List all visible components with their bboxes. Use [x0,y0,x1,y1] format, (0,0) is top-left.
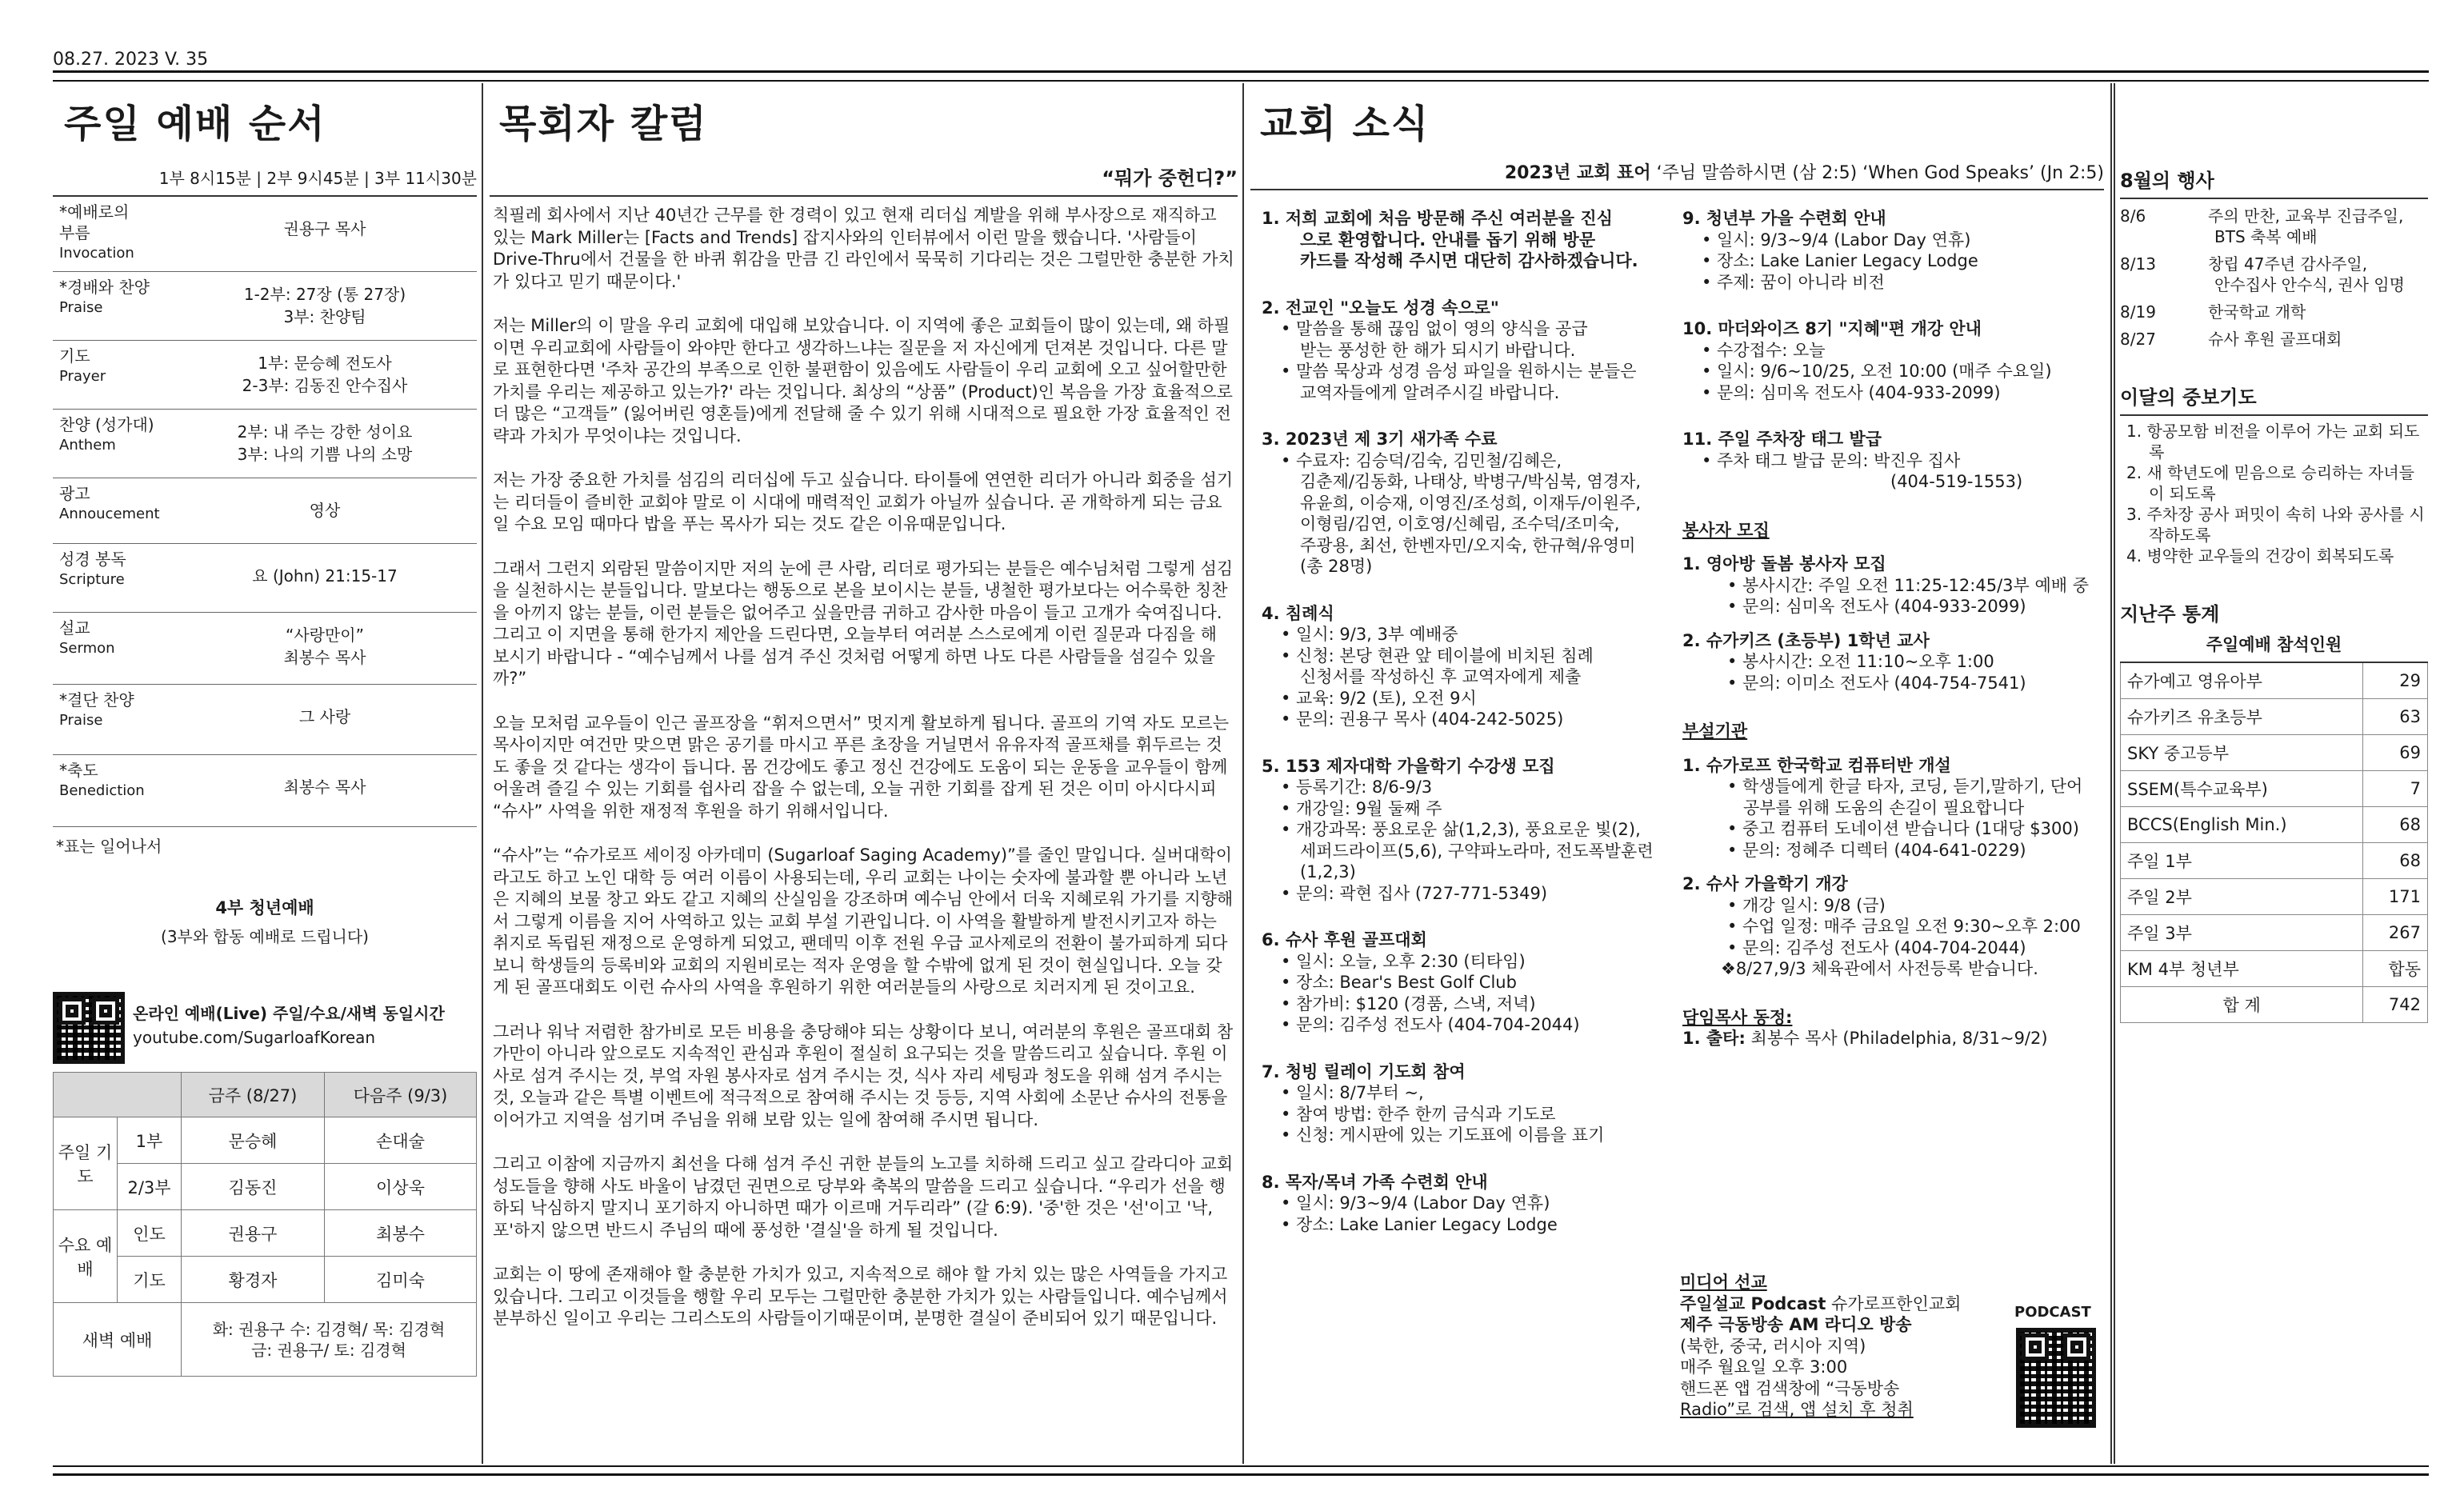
service-item-leader: 그 사랑 [298,707,351,726]
stats-label: 주일 1부 [2121,842,2363,878]
news-item-line: 신청서를 작성하신 후 교역자에게 제출 [1300,667,1582,686]
news-item-line: 공부를 위해 도움의 손길이 필요합니다 [1743,797,2025,817]
service-item-value [173,706,477,728]
service-item-leader: 2부: 내 주는 강한 성이요 [237,422,413,442]
news-item-title: 1. 영아방 돌봄 봉사자 모집 [1682,554,1886,574]
wednesday-service-label: 수요 예배 [54,1210,118,1303]
news-item-line: 주광용, 최선, 한벤자민/오지숙, 한규혁/유영미 [1300,535,1636,555]
news-item-title: 1. 저희 교회에 처음 방문해 주신 여러분을 진심 [1262,209,1613,228]
table-row [54,1164,477,1210]
event-text-line: 주의 만찬, 교육부 진급주일, [2208,206,2404,226]
service-item-leader: 1-2부: 27장 (통 27장) [243,285,406,304]
news-item-title: 2. 슈사 가을학기 개강 [1682,874,1848,893]
table-row [54,1210,477,1257]
worship-order-column [53,88,477,1460]
service-item [53,410,477,478]
service-item-label [59,483,160,525]
podcast-qr-code-icon[interactable] [2016,1328,2096,1428]
table-cell: 이상욱 [324,1164,476,1210]
column-paragraph: 저는 Miller의 이 말을 우리 교회에 대입해 보았습니다. 이 지역에 좋은 교회들이 많이 있는데, 왜 하필이면 우리교회에 사람들이 와야만 한다고 생각하느냐는 질문을 저 자신에게 던져본 것입니다. 다른 말로 표현한다면 '주차 공간의 부족으로 인한 불편함이 있음에도 사람들이 우리 교회에 오고 싶어할만한 가치를 우리는 제공하고 있는가?' 라는 것입니다. 최상의 “상품” (Product)인 복음을 가장 효율적으로 더 많은 “고객들” (잃어버린 영혼들)에게 전달해 줄 수 있기 위해 시대적으로 필요한 가장 효율적인 전략과 가치가 무엇이냐는 것입니다. [493,316,1233,446]
column-paragraph: 오늘 모처럼 교우들이 인근 골프장을 “휘저으면서” 멋지게 활보하게 됩니다. 골프의 기역 자도 모르는 목사이지만 여건만 맞으면 맑은 공기를 마시고 푸른 초장을 거닐면서 유유자적 골프채를 휘두르는 것도 좋을 것 같다는 생각이 듭니다. 몸 건강에도 좋고 정신 건강에도 도움이 되는 운동을 교우들이 함께 어울려 즐길 수 있는 기회를 쉽사리 잡을 수 없는데, 오늘 귀한 기회를 잡게 된 것은 이미 아시다시피 “슈사” 사역을 위한 재정적 후원을 하기 위해서입니다. [493,713,1229,821]
news-item-line: • 문의: 정혜주 디렉터 (404-641-0229) [1727,840,2026,860]
table-cell: 권용구 [182,1210,325,1257]
bottom-rule-thin [53,1465,2429,1467]
total-value: 742 [2363,986,2428,1022]
service-item [53,755,477,827]
news-item-title: 5. 153 제자대학 가을학기 수강생 모집 [1262,756,1555,776]
news-item [1262,1061,1678,1146]
service-item-english: Praise [59,299,103,316]
news-list-right [1682,190,2102,1049]
stats-value: 7 [2363,770,2428,806]
service-item-name: 설교 [59,618,90,638]
service-order-list [53,197,477,827]
service-item-leader: 요 (John) 21:15-17 [252,566,398,586]
table-cell: 최봉수 [324,1210,476,1257]
service-item-name: 찬양 (성가대) [59,415,154,434]
news-item-line: • 장소: Lake Lanier Legacy Lodge [1702,251,1978,270]
pastor-news-label: 1. 출타: [1682,1029,1746,1048]
table-row [54,1257,477,1303]
event-date: 8/6 [2120,206,2146,226]
news-item-line: • 일시: 9/3, 3부 예배중 [1281,625,1458,644]
volunteer-title: 봉사자 모집 [1682,520,1770,540]
news-item-title: 2. 전교인 "오늘도 성경 속으로" [1262,298,1499,318]
stats-value: 171 [2363,878,2428,914]
service-item-label [59,549,126,590]
news-item-line: • 장소: Lake Lanier Legacy Lodge [1281,1214,1558,1234]
news-item [1682,873,2102,980]
news-item-title: 3. 2023년 제 3기 새가족 수료 [1262,430,1498,449]
service-item-label [59,690,134,731]
news-item [1262,756,1678,905]
event-text [2208,254,2405,295]
live-title: 온라인 예배(Live) 주일/수요/새벽 동일시간 [133,1004,445,1023]
news-item-line: • 신청: 본당 현관 앞 테이블에 비치된 침례 [1281,646,1594,666]
prayer-title: 이달의 중보기도 [2120,382,2428,416]
event-date: 8/13 [2120,254,2156,274]
service-item-label [59,760,145,801]
sunday-prayer-label: 주일 기도 [54,1117,118,1210]
service-item-value [173,624,477,669]
news-item-title: 11. 주일 주차장 태그 발급 [1682,430,1882,449]
total-label: 합 계 [2121,986,2363,1022]
stats-value: 합동 [2363,950,2428,986]
event-text [2208,206,2403,247]
table-cell: 손대술 [324,1117,476,1164]
table-header-cell [54,1073,182,1117]
news-item-title: 8. 목자/목녀 가족 수련회 안내 [1262,1172,1488,1192]
stats-label: 슈가예고 영유아부 [2121,662,2363,698]
table-row [2121,914,2428,950]
service-times: 1부 8시15분 | 2부 9시45분 | 3부 11시30분 [53,166,477,197]
news-item-line: ❖8/27,9/3 체육관에서 사전등록 받습니다. [1721,959,2038,978]
news-item-title: 7. 청빙 릴레이 기도회 참여 [1262,1061,1466,1081]
radio-app-note2: Radio”로 검색, 앱 설치 후 청취 [1680,1400,1914,1419]
service-item-name: *축도 [59,761,98,780]
news-item-line: • 중고 컴퓨터 도네이션 받습니다 (1대당 $300) [1727,819,2079,838]
news-item [1262,429,1678,578]
news-item-line: • 개강 일시: 9/8 (금) [1727,895,1886,915]
table-row [2121,698,2428,734]
service-item-leader2: 3부: 찬양팀 [283,307,366,326]
worship-title: 주일 예배 순서 [64,102,326,146]
news-item-line: • 일시: 9/3~9/4 (Labor Day 연휴) [1702,230,1971,250]
news-item-line: • 학생들에게 한글 타자, 코딩, 듣기,말하기, 단어 [1727,777,2083,796]
attendance-caption: 주일예배 참석인원 [2121,626,2428,662]
motto-text: ‘주님 말씀하시면 (삼 2:5) ‘When God Speaks’ (Jn 2:5) [1650,163,2104,183]
service-item-label [59,277,150,318]
column-paragraph: 그래서 그런지 외람된 말씀이지만 저의 눈에 큰 사람, 리더로 평가되는 분들은 예수님처럼 그렇게 섬김을 실천하시는 분들입니다. 말보다는 행동으로 본을 보이시는 분들, 냉철한 평가보다는 어수룩한 칭찬을 아끼지 않는 분들, 이런 분들은 없어주고 싶을만큼 귀하고 감사한 마음이 들고 고개가 숙여집니다. 그리고 이 지면을 통해 한가지 제안을 드린다면, 오늘부터 여러분 스스로에게 이런 질문과 다짐을 해 보시기 바랍니다 - “예수님께서 나를 섬겨 주신 것처럼 어떻게 하면 나도 다른 사람들을 섬길수 있을까?” [493,558,1234,688]
news-item-line: (1,2,3) [1300,862,1356,881]
service-item [53,544,477,613]
event-text-line: 슈사 후원 골프대회 [2208,330,2342,349]
service-item-english: Praise [59,712,103,729]
news-item-title: 10. 마더와이즈 8기 "지혜"편 개강 안내 [1682,319,1982,338]
service-item-value [173,352,477,397]
news-item-title: 9. 청년부 가을 수련회 안내 [1682,209,1886,228]
stats-label: 주일 2부 [2121,878,2363,914]
table-cell: 인도 [118,1210,182,1257]
podcast-label: 주일설교 Podcast [1680,1293,1826,1313]
dawn-schedule-line: 금: 권용구/ 토: 김경혁 [251,1340,406,1360]
pastor-news-text: 최봉수 목사 (Philadelphia, 8/31~9/2) [1745,1029,2048,1048]
news-item-line: • 장소: Bear's Best Golf Club [1281,973,1517,992]
news-item-line: (404-519-1553) [1890,472,2023,491]
service-item-name: 광고 [59,484,90,503]
live-stream-info [53,987,477,1067]
service-item-english: Scripture [59,571,125,588]
column-paragraph: “슈사”는 “슈가로프 세이징 아카데미 (Sugarloaf Saging Academy)”를 줄인 말입니다. 실버대학이라고도 하고 노인 대학 등 여러 이름이 사용되는데, 우리 교회는 나이는 숫자에 불과할 뿐 아니라 노년은 지혜의 보물 창고 와도 같고 지혜의 산실임을 강조하며 예수님 안에서 더욱 지혜로워 가기를 지향해서 그렇게 이름을 지어 사역하고 있는 교회 부설 기관입니다. 이 사역을 활발하게 발전시키고자 하는 취지로 독립된 재정으로 운영하게 되었고, 팬데믹 이후 전원 우급 교사제로의 전환이 불가피하게 되다 보니 학생들의 등록비와 교회의 지원비로는 적자 운영을 할 수밖에 없게 된 것이 현실입니다. 오늘 갖게 된 골프대회도 이런 슈사의 사역을 후원하기 위한 여러분들의 사랑으로 치러지게 된 것이고요. [493,845,1234,997]
service-item-label [59,618,115,659]
news-item-line: • 개강과목: 풍요로운 삶(1,2,3), 풍요로운 빛(2), [1281,820,1641,839]
news-item-line: • 일시: 9/3~9/4 (Labor Day 연휴) [1281,1193,1550,1213]
service-item-leader2: 최봉수 목사 [283,648,366,667]
pastor-column-title: 목회자 칼럼 [499,102,708,146]
news-item [1682,208,2102,293]
table-row [2121,734,2428,770]
event-date: 8/19 [2120,302,2156,322]
table-cell: 황경자 [182,1257,325,1303]
event-date: 8/27 [2120,330,2156,349]
news-item-line: • 봉사시간: 주일 오전 11:25-12:45/3부 예배 중 [1727,575,2089,595]
prayer-item: 1. 항공모함 비전을 이루어 가는 교회 되도록 [2126,422,2420,462]
service-item-leader: 1부: 문승혜 전도사 [258,354,392,373]
service-item-label [59,202,134,264]
stats-label: BCCS(English Min.) [2121,806,2363,842]
radio-app-note: 핸드폰 앱 검색창에 “극동방송 [1680,1378,1900,1398]
stats-value: 68 [2363,842,2428,878]
news-list-left [1262,190,1678,1235]
table-row [54,1117,477,1164]
news-item-line: • 문의: 이미소 전도사 (404-754-7541) [1727,673,2026,693]
stats-value: 29 [2363,662,2428,698]
news-item-line: 카드를 작성해 주시면 대단히 감사하겠습니다. [1300,251,1638,270]
media-mission-box [1680,1272,2104,1464]
service-item-value [173,421,477,466]
news-item-line: • 일시: 오늘, 오후 2:30 (티타임) [1281,951,1526,971]
event-text-line: 한국학교 개학 [2208,302,2306,322]
table-cell: 김미숙 [324,1257,476,1303]
service-item-leader: “사랑만이” [285,626,364,645]
service-item-name2: 부름 [59,223,90,242]
events-list [2120,206,2428,350]
column-body [490,205,1238,1330]
radio-region: (북한, 중국, 러시아 지역) [1680,1336,1866,1356]
events-column [2120,88,2428,1460]
news-item-line: • 주차 태그 발급 문의: 박진우 집사 [1702,450,1961,470]
service-item-value [173,218,477,240]
news-item-line: • 참가비: $120 (경품, 스낵, 저녁) [1281,993,1536,1013]
news-item-line: • 문의: 김주성 전도사 (404-704-2044) [1727,937,2026,957]
news-item-line: • 문의: 김주성 전도사 (404-704-2044) [1281,1015,1580,1034]
service-item-label [59,346,106,387]
news-item-line: 이형림/김연, 이호영/신혜림, 조수덕/조미숙, [1300,514,1620,534]
table-row [2121,842,2428,878]
table-row [2121,950,2428,986]
news-item [1682,554,2102,618]
news-item [1262,929,1678,1036]
bottom-rule [53,1473,2429,1476]
news-item-line: 유윤희, 이승재, 이영진/조성희, 이재두/이원주, [1300,493,1642,513]
stand-note: *표는 일어나서 [56,837,162,856]
news-item-line: (총 28명) [1300,557,1373,576]
news-item [1262,603,1678,730]
events-title: 8월의 행사 [2120,165,2428,199]
stats-label: SSEM(특수교육부) [2121,770,2363,806]
service-item-english: Prayer [59,368,106,385]
news-item-line: 김춘제/김동화, 나태상, 박병구/박심북, 염경자, [1300,472,1642,491]
event-text-line: BTS 축복 예배 [2214,227,2318,246]
live-url[interactable]: youtube.com/SugarloafKorean [133,1028,376,1047]
service-item-leader2: 2-3부: 김동진 안수집사 [242,376,408,395]
table-header-row [54,1073,477,1117]
dawn-service-label: 새벽 예배 [54,1303,182,1377]
service-item-leader: 영상 [309,501,341,520]
top-rule-thin [53,80,2429,82]
service-item-value [173,499,477,522]
annex-title: 부설기관 [1682,722,1748,741]
service-item-name: *결단 찬양 [59,690,134,710]
table-cell: 기도 [118,1257,182,1303]
table-cell: 2/3부 [118,1164,182,1210]
attendance-table [2120,626,2428,1023]
event-item [2120,329,2428,350]
service-item-name: 기도 [59,346,90,366]
radio-time: 매주 월요일 오후 3:00 [1680,1357,1848,1377]
event-item [2120,302,2428,322]
news-item-line: • 일시: 8/7부터 ~, [1281,1083,1424,1102]
motto-label: 2023년 교회 표어 [1504,163,1651,183]
news-item [1262,1172,1678,1236]
news-item-line: • 참여 방법: 한주 한끼 금식과 기도로 [1281,1104,1556,1124]
news-item-line: • 개강일: 9월 둘째 주 [1281,798,1442,818]
service-item-name: *경배와 찬양 [59,278,150,297]
table-row [54,1303,477,1377]
stats-value: 267 [2363,914,2428,950]
service-item-leader: 권용구 목사 [283,219,366,238]
prayer-item: 3. 주차장 공사 퍼밋이 속히 나와 공사를 시작하도록 [2126,505,2425,545]
service-item-label [59,414,154,456]
service-item [53,341,477,410]
news-item-line: • 말씀을 통해 끊임 없이 영의 양식을 공급 [1281,319,1588,338]
news-item-line: • 문의: 심미옥 전도사 (404-933-2099) [1702,382,2001,402]
table-cell: 1부 [118,1117,182,1164]
news-item-title: 1. 슈가로프 한국학교 컴퓨터반 개설 [1682,755,1951,775]
table-cell: 문승혜 [182,1117,325,1164]
church-news-column [1250,88,2104,1460]
event-item [2120,206,2428,247]
column-paragraph: 교회는 이 땅에 존재해야 할 충분한 가치가 있고, 지속적으로 해야 할 가치 있는 많은 사역들을 가지고 있습니다. 그리고 이것들을 행할 우리 모두는 그럴만한 충분한 가치가 있는 사람들입니다. 예수님께서 분부하신 일이고 우리는 그리스도의 사람들이기때문이며, 분명한 결실이 준비되어 있기 때문입니다. [493,1265,1228,1328]
stats-value: 68 [2363,806,2428,842]
column-paragraph: 저는 가장 중요한 가치를 섬김의 리더십에 두고 싶습니다. 타이틀에 연연한 리더가 아니라 회중을 섬기는 리더들이 즐비한 교회야 말로 이 시대에 매력적인 교회가 아닐까 싶습니다. 곧 개학하게 되는 금요일 수요 모임 때마다 밥을 푸는 목사가 되는 것도 같은 이유때문입니다. [493,470,1234,534]
news-item-line: • 수료자: 김승덕/김숙, 김민철/김혜은, [1281,450,1562,470]
table-header-cell: 다음주 (9/3) [324,1073,476,1117]
service-item [53,613,477,685]
table-row [2121,662,2428,698]
dawn-schedule-line: 화: 권용구 수: 김경혁/ 목: 김경혁 [212,1319,446,1339]
news-item [1262,298,1678,404]
news-item-title: 4. 침례식 [1262,603,1334,623]
service-item-value [173,283,477,328]
prayer-item: 4. 병약한 교우들의 건강이 회복되도록 [2126,546,2394,566]
news-item [1682,318,2102,403]
news-item [1682,755,2102,861]
table-row [2121,878,2428,914]
service-item [53,478,477,544]
column-paragraph: 그리고 이참에 지금까지 최선을 다해 섬겨 주신 귀한 분들의 노고를 치하해 드리고 싶고 갈라디아 교회 성도들을 향해 사도 바울이 남겼던 권면으로 당부와 축복의 말씀을 드리고 싶습니다. “우리가 선을 행하되 낙심하지 말지니 포기하지 아니하면 때가 이르매 거두리라” (갈 6:9). '중'한 것은 '선'이고 '낙,포'하지 않으면 반드시 주님의 때에 풍성한 '결실'을 하게 될 것입니다. [493,1154,1234,1240]
event-text-line: 창립 47주년 감사주일, [2208,254,2368,274]
news-item-line: • 등록기간: 8/6-9/3 [1281,777,1433,797]
news-item-line: • 일시: 9/6~10/25, 오전 10:00 (매주 수요일) [1702,362,2052,381]
news-item-line: • 교육: 9/2 (토), 오전 9시 [1281,688,1477,708]
event-item [2120,254,2428,295]
column-paragraph: 그러나 워낙 저렴한 참가비로 모든 비용을 충당해야 되는 상황이다 보니, 여러분의 후원은 골프대회 참가만이 아니라 앞으로도 지속적인 관심과 후원이 절실히 요구되는 것을 말씀드리고 싶습니다. 후원 이사로 섬겨 주시는 것, 부엌 자원 봉사자로 섬겨 주시는 것, 식사 자리 세팅과 청도을 위해 섬겨 주시는 것, 오늘과 같은 특별 이벤트에 적극적으로 참여해 주시는 것 등등, 지역 사회에 소문난 슈사의 전통을 이어가고 지역을 섬기며 주님을 위해 보람 있는 일에 참여해 주시면 됩니다. [493,1021,1234,1129]
news-item-line: • 문의: 곽현 집사 (727-771-5349) [1281,883,1548,903]
table-cell: 김동진 [182,1164,325,1210]
church-motto [1250,159,2104,190]
youth-service-title: 4부 청년예배 [215,898,314,917]
service-item-english: Sermon [59,640,115,657]
stats-value: 63 [2363,698,2428,734]
service-item-name: *예배로의 [59,202,130,222]
table-row [2121,770,2428,806]
news-item-title: 6. 슈사 후원 골프대회 [1262,930,1427,949]
service-item [53,272,477,341]
service-item-value [173,776,477,798]
service-item-english: Invocation [59,245,134,262]
media-title: 미디어 선교 [1680,1273,1767,1292]
service-item-english: Benediction [59,782,145,799]
news-item-line: • 문의: 권용구 목사 (404-242-5025) [1281,710,1564,729]
stats-label: SKY 중고등부 [2121,734,2363,770]
news-item [1682,429,2102,493]
service-item-name: 성경 봉독 [59,550,126,569]
podcast-qr-label: PODCAST [2014,1304,2091,1321]
podcast-church: 슈가로프한인교회 [1826,1293,1962,1313]
pastor-news-item [1682,1028,2102,1049]
stats-title: 지난주 통계 [2120,603,2220,626]
stats-value: 69 [2363,734,2428,770]
youtube-qr-code-icon[interactable] [53,992,125,1064]
event-text-line: 안수집사 안수식, 권사 임명 [2214,275,2405,294]
youth-service-note: (3부와 합동 예배로 드립니다) [161,927,369,946]
column-paragraph: 칙필레 회사에서 지난 40년간 근무를 한 경력이 있고 현재 리더십 계발을 위해 부사장으로 재직하고 있는 Mark Miller는 [Facts and Trends] 잡지사와의 인터뷰에서 이런 말을 했습니다. '사람들이 Drive-Thru에서 건물을 한 바퀴 휘감을 만큼 긴 라인에서 묵묵히 기다리는 것은 그럴만한 충분한 가치가 있다고 믿기 때문이다.' [493,206,1234,291]
column-divider [1242,83,1244,1464]
service-item [53,685,477,755]
service-item [53,197,477,272]
service-item-value [173,565,477,587]
service-item-leader: 최봉수 목사 [283,777,366,797]
table-row [2121,986,2428,1022]
news-item-line: • 문의: 심미옥 전도사 (404-933-2099) [1727,597,2026,616]
news-item-line: • 수강접수: 오늘 [1702,340,1826,360]
news-item [1262,208,1678,272]
stats-label: 슈가키즈 유초등부 [2121,698,2363,734]
news-item [1682,630,2102,694]
pastor-column [490,88,1238,1460]
stats-label: KM 4부 청년부 [2121,950,2363,986]
news-item-line: 으로 환영합니다. 안내를 돕기 위해 방문 [1300,230,1596,250]
edition-label: 08.27. 2023 V. 35 [53,50,209,70]
news-item-line: • 봉사시간: 오전 11:10~오후 1:00 [1727,652,1994,671]
top-rule [53,70,2429,73]
column-headline: “뭐가 중헌디?” [490,162,1238,197]
table-header-cell: 금주 (8/27) [182,1073,325,1117]
news-item-line: • 신청: 게시판에 있는 기도표에 이름을 표기 [1281,1125,1605,1145]
service-item-english: Anthem [59,437,116,454]
pastor-news-title: 담임목사 동정: [1682,1007,1793,1027]
news-item-line: 교역자들에게 알려주시길 바랍니다. [1300,382,1560,402]
table-row [2121,806,2428,842]
event-text [2208,302,2306,322]
prayer-item: 2. 새 학년도에 믿음으로 승리하는 자녀들이 되도록 [2126,463,2414,503]
radio-title: 제주 극동방송 AM 라디오 방송 [1680,1315,1912,1334]
news-item-line: • 수업 일정: 매주 금요일 오전 9:30~오후 2:00 [1727,917,2081,936]
prayer-list [2120,421,2428,566]
service-item-english: Annoucement [59,506,160,522]
news-item-line: • 주제: 꿈이 아니라 비전 [1702,272,1885,292]
dawn-service-schedule [182,1303,477,1377]
news-item-line: • 말씀 묵상과 성경 음성 파일을 원하시는 분들은 [1281,362,1637,381]
column-divider [482,83,483,1464]
stats-label: 주일 3부 [2121,914,2363,950]
news-item-line: 받는 풍성한 한 해가 되시기 바랍니다. [1300,340,1576,360]
youth-service [53,895,477,947]
service-item-leader2: 3부: 나의 기쁨 나의 소망 [237,445,413,464]
news-item-title: 2. 슈가키즈 (초등부) 1학년 교사 [1682,630,1930,650]
news-item-line: 세퍼드라이프(5,6), 구약파노라마, 전도폭발훈련 [1300,841,1654,861]
event-text [2208,329,2342,350]
news-title: 교회 소식 [1260,102,1430,146]
prayer-duty-table [53,1072,477,1377]
column-divider [2110,83,2115,1464]
